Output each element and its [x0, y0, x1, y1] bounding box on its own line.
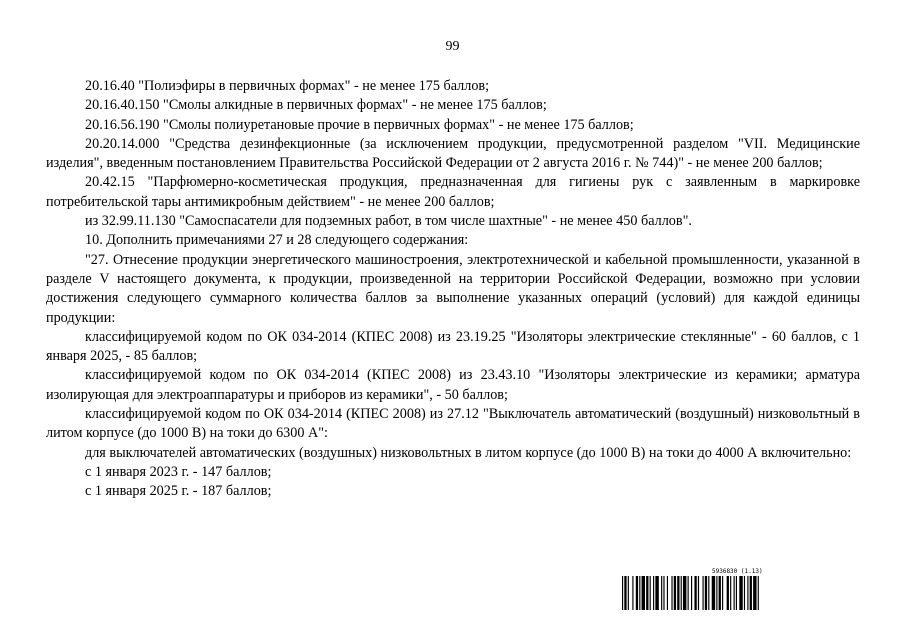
barcode-bar — [750, 576, 752, 610]
paragraph: 20.16.40 "Полиэфиры в первичных формах" - не менее 175 баллов; — [85, 78, 490, 94]
barcode-bar — [681, 576, 682, 610]
barcode-bar — [628, 576, 629, 610]
paragraph: "27. Отнесение продукции энергетического машиностроения, электротехнической и кабельной промышленности, указанной в разделе V настоящего документа, к продукции, произведенной на территории Российской Федерации, возможно при условии достижения следующего суммарного количества баллов за выполнение указанных операций (условий) для каждой единицы продукции: — [46, 251, 860, 326]
barcode-bar — [758, 576, 759, 610]
barcode-bar — [667, 576, 668, 610]
paragraph: 20.42.15 "Парфюмерно-косметическая продукция, предназначенная для гигиены рук с заявленным в маркировке потребительской тары антимикробным действием" - не менее 200 баллов; — [46, 174, 860, 210]
paragraph: с 1 января 2023 г. - 147 баллов; — [85, 463, 272, 480]
paragraph: классифицируемой кодом по ОК 034-2014 (КПЕС 2008) из 23.43.10 "Изоляторы электрические из керамики; арматура изолирующая для электроаппаратуры и приборов из керамики", - 50 баллов; — [46, 367, 860, 403]
barcode-bar — [722, 576, 723, 610]
barcode-bar — [698, 576, 699, 610]
barcode-bar — [639, 576, 640, 610]
barcode-bar — [734, 576, 735, 610]
page-number: 99 — [445, 39, 460, 54]
paragraph: для выключателей автоматических (воздушных) низковольтных в литом корпусе (до 1000 В) на токи до 4000 А включительно: — [85, 444, 852, 461]
barcode-bar — [730, 576, 731, 610]
paragraph: 10. Дополнить примечаниями 27 и 28 следующего содержания: — [85, 232, 469, 249]
barcode-bar — [671, 576, 672, 610]
barcode-bar — [719, 576, 721, 610]
barcode-bar — [622, 576, 623, 610]
barcode-bar — [712, 576, 715, 610]
barcode-bar — [677, 576, 679, 610]
paragraph: классифицируемой кодом по ОК 034-2014 (КПЕС 2008) из 23.19.25 "Изоляторы электрические стеклянные" - 60 баллов, с 1 января 2025, - 85 баллов; — [46, 328, 860, 365]
barcode-bar — [655, 576, 658, 610]
barcode-bar — [653, 576, 654, 610]
paragraph: 20.16.56.190 "Смолы полиуретановые прочие в первичных формах" - не менее 175 баллов; — [85, 116, 634, 133]
barcode-bar — [716, 576, 717, 610]
barcode-bar — [747, 576, 748, 610]
barcode-bar — [661, 576, 662, 610]
barcode-bar — [624, 576, 626, 610]
barcode-bar — [703, 576, 704, 610]
barcode-bar — [753, 576, 756, 610]
barcode-bar — [663, 576, 664, 610]
barcode-block — [622, 568, 860, 610]
barcode-bar — [674, 576, 676, 610]
barcode-bar — [688, 576, 689, 610]
barcode-bar — [642, 576, 645, 610]
barcode-bar — [694, 576, 696, 610]
paragraph: из 32.99.11.130 "Самоспасатели для подземных работ, в том числе шахтные" - не менее 450 баллов". — [85, 213, 692, 230]
barcode-bar — [727, 576, 729, 610]
barcode-bar — [744, 576, 745, 610]
barcode-bar — [650, 576, 651, 610]
document-body — [46, 77, 860, 502]
barcode-bar — [636, 576, 638, 610]
barcode-bar — [739, 576, 742, 610]
paragraph: 20.20.14.000 "Средства дезинфекционные (за исключением продукции, предусмотренной разделом "VII. Медицинские изделия", введенным постановлением Правительства Российской Федерации от 2 августа 2016 г. № 744)" - не менее 200 баллов; — [46, 135, 860, 172]
barcode-bar — [691, 576, 692, 610]
barcode-bar — [708, 576, 709, 610]
paragraph: с 1 января 2025 г. - 187 баллов; — [85, 483, 272, 500]
barcode-bar — [632, 576, 633, 610]
barcode-bar — [736, 576, 737, 610]
barcode-bar — [705, 576, 707, 610]
paragraph: классифицируемой кодом по ОК 034-2014 (КПЕС 2008) из 27.12 "Выключатель автоматический (воздушный) низковольтный в литом корпусе (до 1000 В) на токи до 6300 А": — [46, 406, 860, 442]
barcode-label: 5936830 (1.13) — [712, 568, 763, 575]
barcode-bar — [646, 576, 648, 610]
barcode-icon — [622, 576, 860, 610]
paragraph: 20.16.40.150 "Смолы алкидные в первичных формах" - не менее 175 баллов; — [85, 97, 547, 114]
barcode-bar — [683, 576, 686, 610]
